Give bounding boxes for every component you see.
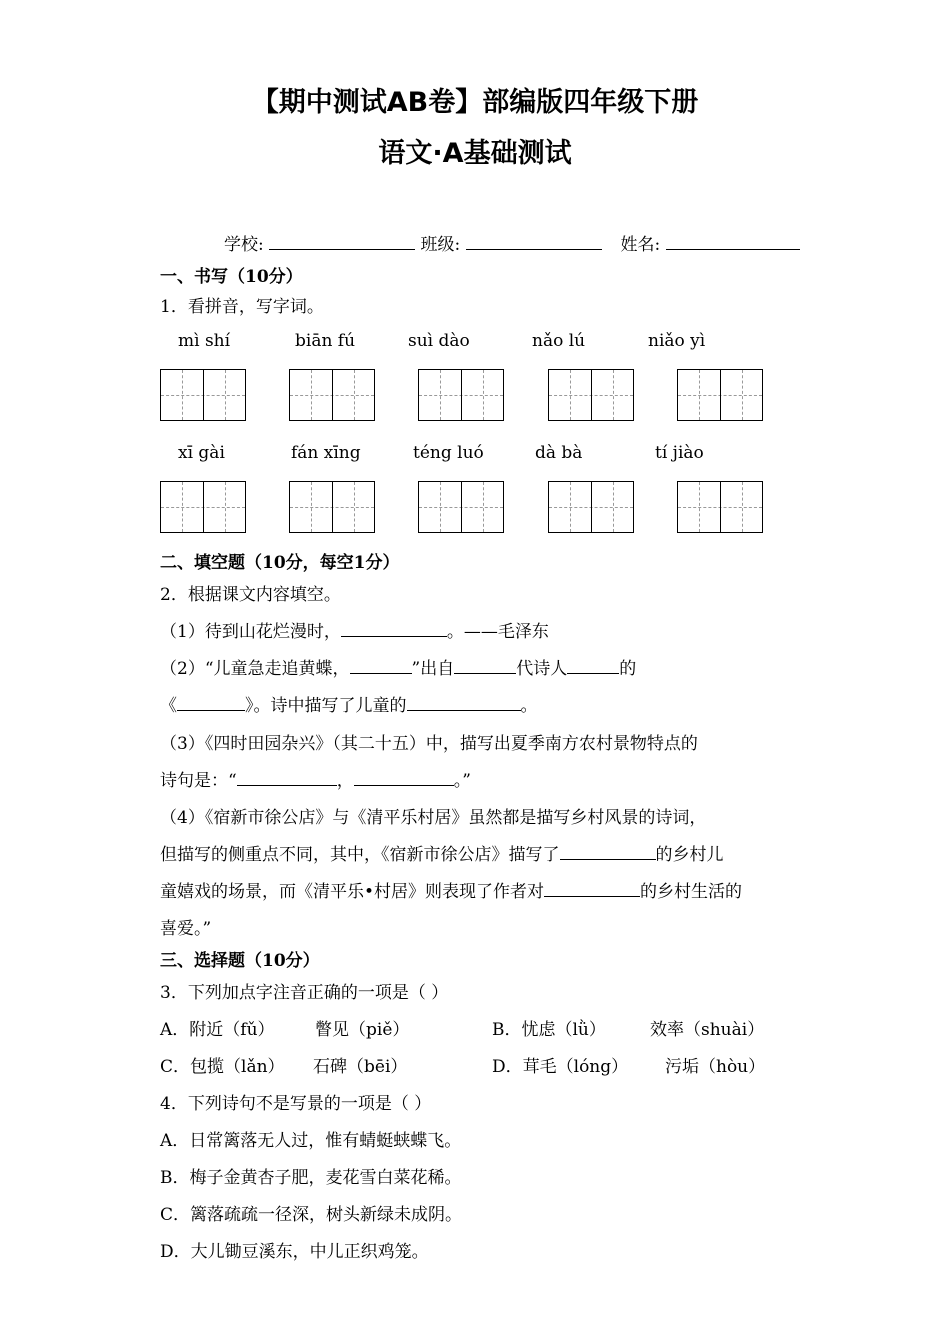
writing-grid[interactable] bbox=[677, 369, 763, 421]
option-4d[interactable]: D．大儿锄豆溪东，中儿正织鸡笼。 bbox=[160, 1242, 429, 1262]
class-label: 班级: bbox=[420, 235, 461, 255]
pinyin-3: suì dào bbox=[408, 331, 470, 351]
class-blank[interactable] bbox=[466, 233, 602, 250]
option-3a-1[interactable]: A．附近（fǔ） bbox=[160, 1020, 275, 1040]
text: 的乡村生活的 bbox=[640, 882, 743, 902]
fill-item-2-cont bbox=[160, 691, 538, 716]
fill-item-3-cont bbox=[160, 766, 471, 791]
option-3a-2: 瞥见（piě） bbox=[315, 1020, 410, 1040]
section2-heading: 二、填空题（10分，每空1分） bbox=[160, 553, 400, 573]
student-info bbox=[224, 230, 800, 255]
option-3d-2: 污垢（hòu） bbox=[665, 1057, 766, 1077]
answer-blank[interactable] bbox=[454, 657, 516, 674]
writing-grid[interactable] bbox=[160, 369, 246, 421]
fill-item-2 bbox=[160, 654, 636, 679]
pinyin-5: niǎo yì bbox=[648, 331, 706, 351]
answer-blank[interactable] bbox=[341, 620, 447, 637]
option-3b-1[interactable]: B．忧虑（lǜ） bbox=[492, 1020, 606, 1040]
text: 。 bbox=[520, 696, 538, 716]
answer-blank[interactable] bbox=[354, 769, 454, 786]
answer-blank[interactable] bbox=[544, 880, 640, 897]
text: （1）待到山花烂漫时， bbox=[160, 622, 341, 642]
fill-item-4-cont bbox=[160, 840, 724, 865]
pinyin-2: biān fú bbox=[295, 331, 356, 351]
fill-item-4-end: 喜爱。” bbox=[160, 919, 212, 939]
answer-blank[interactable] bbox=[560, 843, 656, 860]
text: ”出自 bbox=[411, 659, 455, 679]
question-1: 1．看拼音，写字词。 bbox=[160, 297, 324, 317]
text: 》。诗中描写了儿童的 bbox=[245, 696, 407, 716]
writing-grid[interactable] bbox=[289, 481, 375, 533]
writing-grid[interactable] bbox=[418, 369, 504, 421]
pinyin-6: xī gài bbox=[178, 443, 225, 463]
fill-item-1 bbox=[160, 617, 549, 642]
school-label: 学校: bbox=[224, 235, 264, 255]
pinyin-9: dà bà bbox=[535, 443, 583, 463]
text: 的乡村儿 bbox=[655, 845, 724, 865]
text: 《 bbox=[160, 696, 177, 716]
option-4a[interactable]: A．日常篱落无人过，惟有蜻蜓蛱蝶飞。 bbox=[160, 1131, 462, 1151]
page-subtitle: 语文·A基础测试 bbox=[378, 138, 572, 169]
writing-grid[interactable] bbox=[289, 369, 375, 421]
name-blank[interactable] bbox=[666, 233, 800, 250]
pinyin-4: nǎo lú bbox=[532, 331, 586, 351]
pinyin-8: téng luó bbox=[413, 443, 484, 463]
page-title: 【期中测试AB卷】部编版四年级下册 bbox=[251, 87, 699, 118]
writing-grid[interactable] bbox=[418, 481, 504, 533]
writing-grid[interactable] bbox=[548, 481, 634, 533]
text: 诗句是：“ bbox=[160, 771, 237, 791]
question-3: 3．下列加点字注音正确的一项是（ ） bbox=[160, 983, 449, 1003]
option-3b-2: 效率（shuài） bbox=[650, 1020, 765, 1040]
question-4: 4．下列诗句不是写景的一项是（ ） bbox=[160, 1094, 432, 1114]
writing-grid[interactable] bbox=[677, 481, 763, 533]
answer-blank[interactable] bbox=[177, 694, 245, 711]
answer-blank[interactable] bbox=[350, 657, 412, 674]
question-2: 2．根据课文内容填空。 bbox=[160, 585, 341, 605]
section3-heading: 三、选择题（10分） bbox=[160, 951, 320, 971]
answer-blank[interactable] bbox=[567, 657, 619, 674]
option-3c-2: 石碑（bēi） bbox=[313, 1057, 408, 1077]
option-3c-1[interactable]: C．包揽（lǎn） bbox=[160, 1057, 285, 1077]
option-3d-1[interactable]: D．茸毛（lóng） bbox=[492, 1057, 629, 1077]
answer-blank[interactable] bbox=[407, 694, 521, 711]
fill-item-3: （3）《四时田园杂兴》（其二十五）中，描写出夏季南方农村景物特点的 bbox=[160, 734, 698, 754]
text: 代诗人 bbox=[516, 659, 568, 679]
fill-item-4: （4）《宿新市徐公店》与《清平乐村居》虽然都是描写乡村风景的诗词， bbox=[160, 808, 707, 828]
option-4b[interactable]: B．梅子金黄杏子肥，麦花雪白菜花稀。 bbox=[160, 1168, 462, 1188]
writing-grid[interactable] bbox=[160, 481, 246, 533]
text: 的 bbox=[619, 659, 637, 679]
text: 。” bbox=[453, 771, 471, 791]
text: （2）“儿童急走追黄蝶， bbox=[160, 659, 350, 679]
pinyin-1: mì shí bbox=[178, 331, 231, 351]
fill-item-4-cont2 bbox=[160, 877, 742, 902]
text: 但描写的侧重点不同，其中，《宿新市徐公店》描写了 bbox=[160, 845, 560, 865]
text: 。——毛泽东 bbox=[446, 622, 549, 642]
option-4c[interactable]: C．篱落疏疏一径深，树头新绿未成阴。 bbox=[160, 1205, 463, 1225]
answer-blank[interactable] bbox=[237, 769, 337, 786]
section1-heading: 一、书写（10分） bbox=[160, 267, 303, 287]
text: ， bbox=[336, 771, 354, 791]
pinyin-7: fán xīng bbox=[291, 443, 361, 463]
pinyin-10: tí jiào bbox=[655, 443, 704, 463]
text: 童嬉戏的场景，而《清平乐•村居》则表现了作者对 bbox=[160, 882, 545, 902]
school-blank[interactable] bbox=[269, 233, 415, 250]
name-label: 姓名: bbox=[620, 235, 661, 255]
writing-grid[interactable] bbox=[548, 369, 634, 421]
